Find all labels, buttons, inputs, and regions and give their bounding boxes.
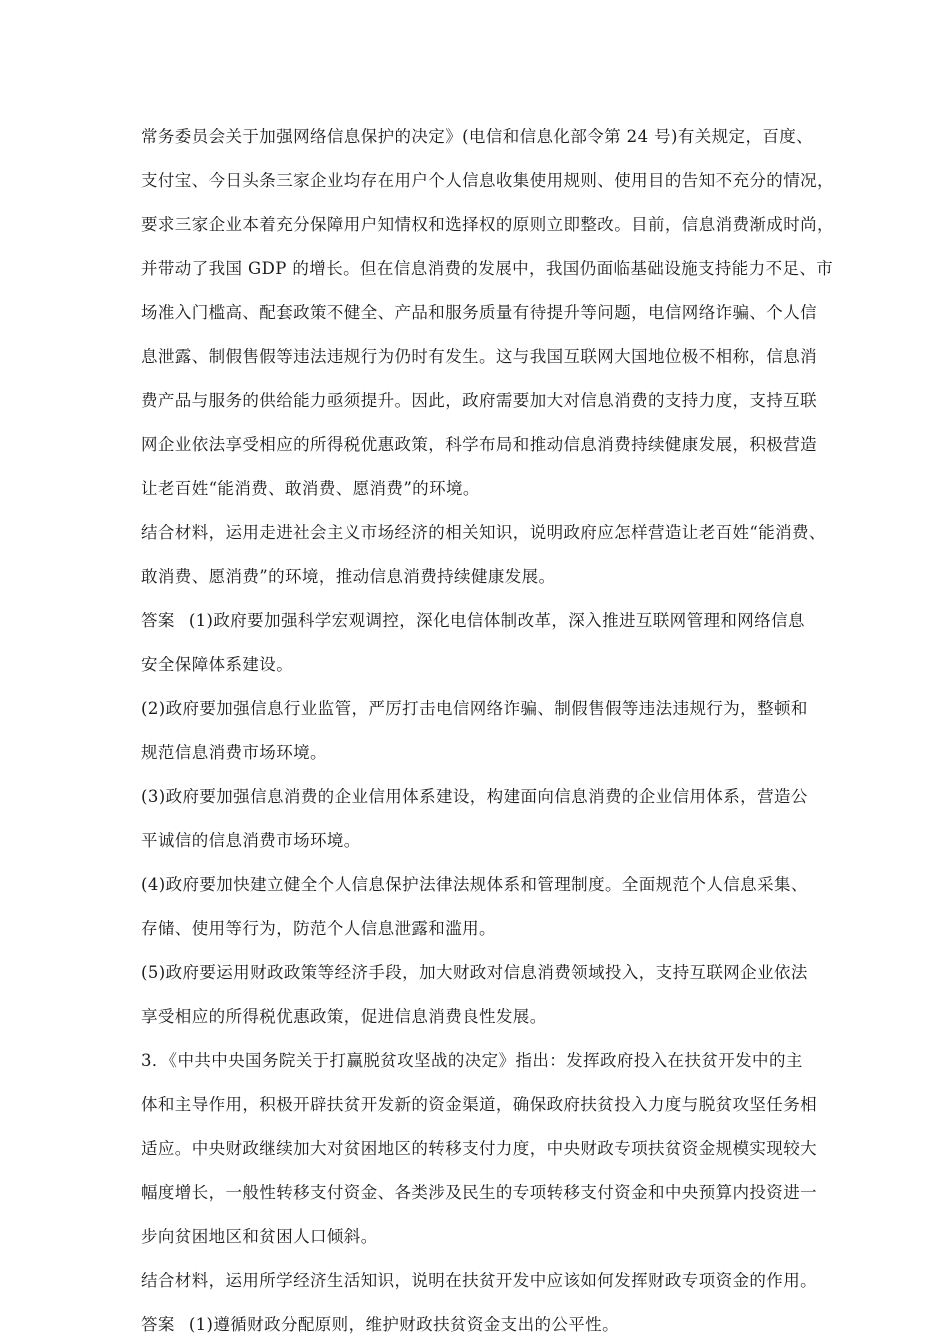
answer-line: 平诚信的信息消费市场环境。 xyxy=(141,831,361,850)
question-line: 结合材料，运用所学经济生活知识，说明在扶贫开发中应该如何发挥财政专项资金的作用。 xyxy=(141,1271,817,1290)
question-line: 敢消费、愿消费”的环境，推动信息消费持续健康发展。 xyxy=(141,567,556,586)
answer-text: (1)政府要加强科学宏观调控，深化电信体制改革，深入推进互联网管理和网络信息 xyxy=(188,611,805,630)
passage-line: 要求三家企业本着充分保障用户知情权和选择权的原则立即整改。目前，信息消费渐成时尚， xyxy=(141,215,834,234)
passage-line: 场准入门槛高、配套政策不健全、产品和服务质量有待提升等问题，电信网络诈骗、个人信 xyxy=(141,303,817,322)
passage-line: 常务委员会关于加强网络信息保护的决定》(电信和信息化部令第 24 号)有关规定，百度、 xyxy=(141,127,814,146)
answer-line: 存储、使用等行为，防范个人信息泄露和滥用。 xyxy=(141,919,496,938)
question-line: 结合材料，运用走进社会主义市场经济的相关知识，说明政府应怎样营造让老百姓“能消费、 xyxy=(141,523,826,542)
answer-line: 享受相应的所得税优惠政策，促进信息消费良性发展。 xyxy=(141,1007,547,1026)
question-line: 适应。中央财政继续加大对贫困地区的转移支付力度，中央财政专项扶贫资金规模实现较大 xyxy=(141,1139,817,1158)
passage-line: 息泄露、制假售假等违法违规行为仍时有发生。这与我国互联网大国地位极不相称，信息消 xyxy=(141,347,817,366)
passage-line: 让老百姓“能消费、敢消费、愿消费”的环境。 xyxy=(141,479,480,498)
answer-line: (2)政府要加强信息行业监管，严厉打击电信网络诈骗、制假售假等违法违规行为，整顿和 xyxy=(141,699,808,718)
answer-line: (3)政府要加强信息消费的企业信用体系建设，构建面向信息消费的企业信用体系，营造公 xyxy=(141,787,808,806)
question-line: 幅度增长，一般性转移支付资金、各类涉及民生的专项转移支付资金和中央预算内投资进一 xyxy=(141,1183,817,1202)
passage-line: 并带动了我国 GDP 的增长。但在信息消费的发展中，我国仍面临基础设施支持能力不足、市 xyxy=(141,259,834,278)
answer-line: (4)政府要加快建立健全个人信息保护法律法规体系和管理制度。全面规范个人信息采集、 xyxy=(141,875,808,894)
passage-line: 支付宝、今日头条三家企业均存在用户个人信息收集使用规则、使用目的告知不充分的情况， xyxy=(141,171,834,190)
answer-line: (5)政府要运用财政政策等经济手段，加大财政对信息消费领域投入，支持互联网企业依法 xyxy=(141,963,808,982)
passage-line: 费产品与服务的供给能力亟须提升。因此，政府需要加大对信息消费的支持力度，支持互联 xyxy=(141,391,817,410)
answer-line: 规范信息消费市场环境。 xyxy=(141,743,327,762)
answer-line xyxy=(141,610,805,632)
question-line: 3．《中共中央国务院关于打赢脱贫攻坚战的决定》指出：发挥政府投入在扶贫开发中的主 xyxy=(141,1051,803,1070)
answer-label: 答案 xyxy=(141,1315,175,1334)
question-line: 步向贫困地区和贫困人口倾斜。 xyxy=(141,1227,378,1246)
question-line: 体和主导作用，积极开辟扶贫开发新的资金渠道，确保政府扶贫投入力度与脱贫攻坚任务相 xyxy=(141,1095,817,1114)
answer-line: 安全保障体系建设。 xyxy=(141,655,294,674)
passage-line: 网企业依法享受相应的所得税优惠政策，科学布局和推动信息消费持续健康发展，积极营造 xyxy=(141,435,817,454)
answer-line xyxy=(141,1314,619,1336)
answer-text: (1)遵循财政分配原则，维护财政扶贫资金支出的公平性。 xyxy=(188,1315,619,1334)
answer-label: 答案 xyxy=(141,611,175,630)
